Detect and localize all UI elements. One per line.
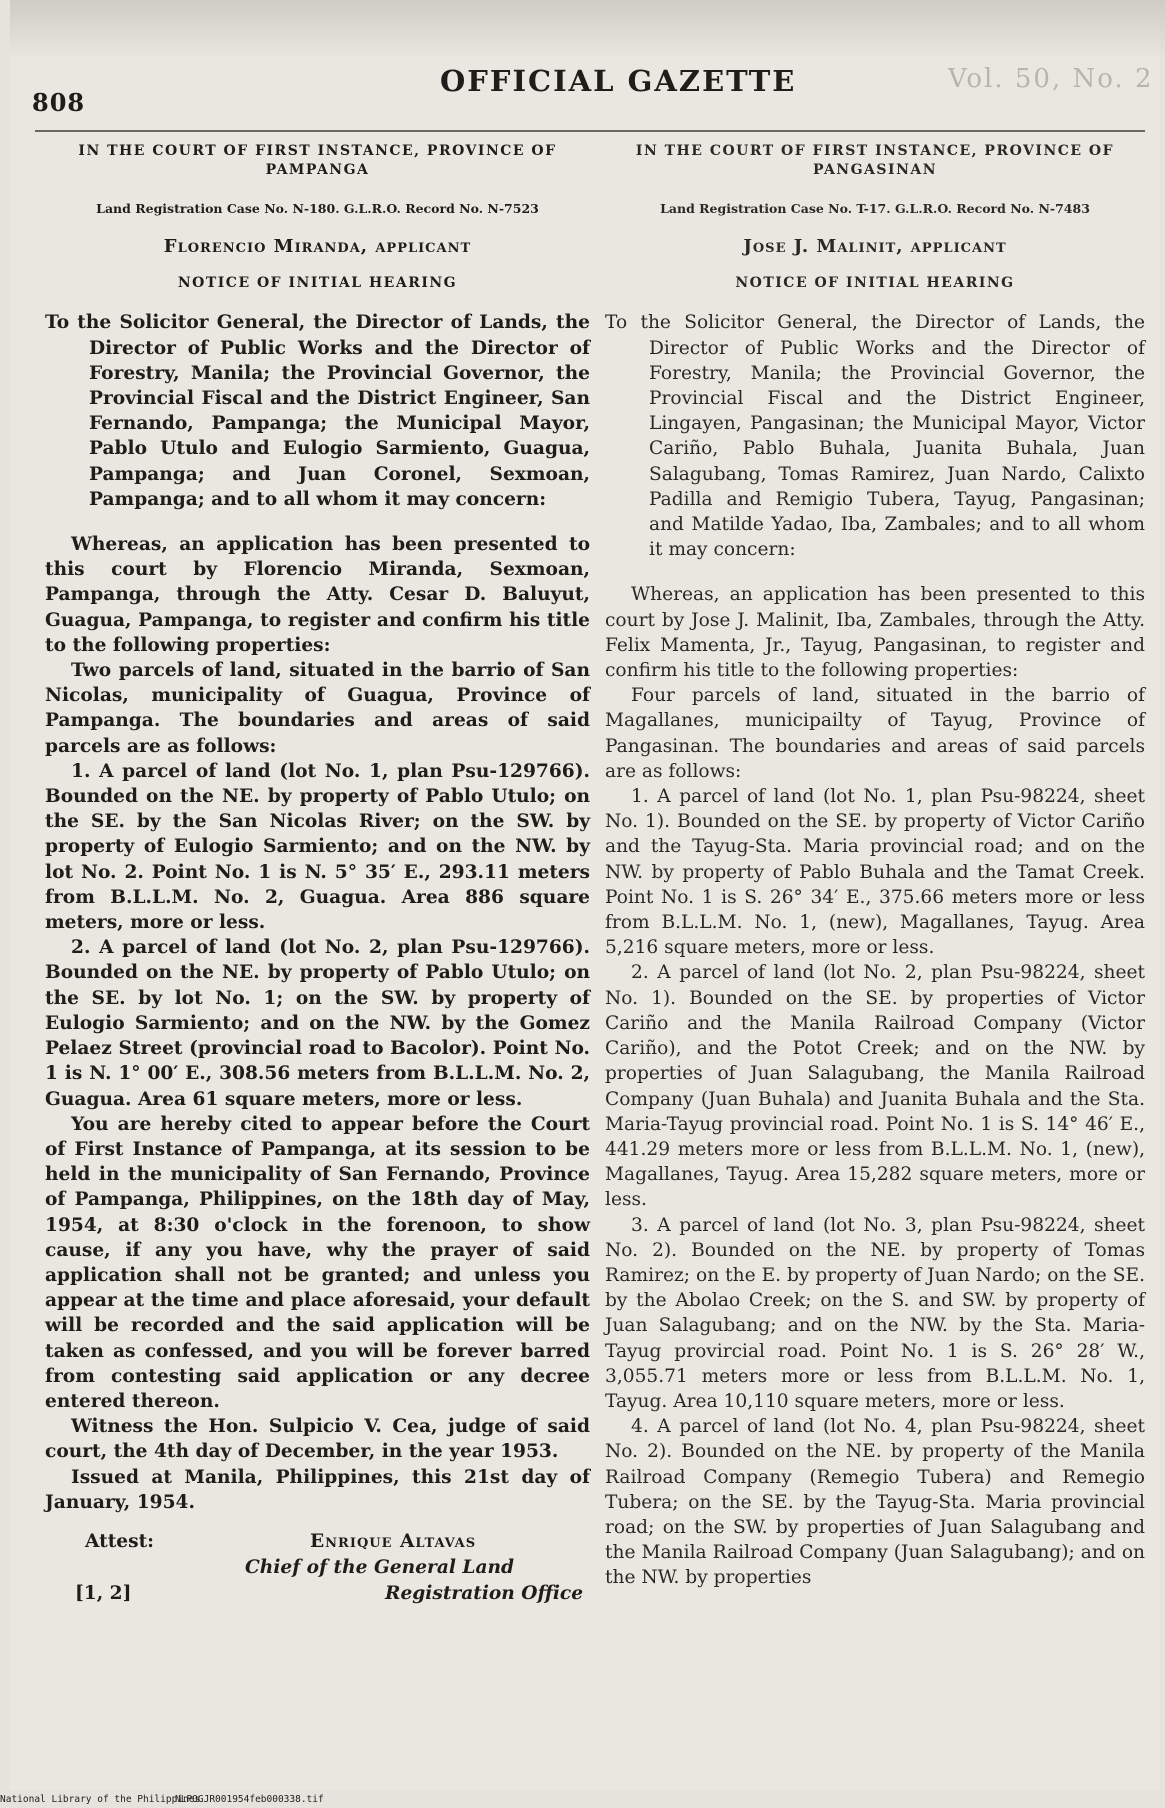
left-column (45, 138, 590, 1629)
page-header (10, 0, 1160, 130)
paragraph-summons: You are hereby cited to appear before the Court of First Instance of Pampanga, at its session to be held in the municipality of San Fernando, Province of Pampanga, Philippines, on the 18th day of May, 1954, at 8:30 o'clock in the forenoon, to show cause, if any you have, why the prayer of said application shall not be granted; and unless you appear at the time and place aforesaid, your default will be recorded and the said application will be taken as confessed, and you will be forever barred from contesting said application or any decree entered thereon. (45, 1113, 590, 1412)
court-heading: IN THE COURT OF FIRST INSTANCE, PROVINCE OF PAMPANGA (78, 143, 557, 178)
paragraph-lot-4: 4. A parcel of land (lot No. 4, plan Psu-98224, sheet No. 2). Bounded on the NE. by property of the Manila Railroad Company (Remegio Tubera) and Remegio Tubera; on the SE. by the Tayug-Sta. Maria provincial road; on the SW. by properties of Juan Salagubang and the Manila Railroad Company (Juan Salagubang); and on the NW. by properties (605, 1416, 1145, 1589)
paragraph-application: Whereas, an application has been presented to this court by Florencio Miranda, Sexmoan, Pampanga, through the Atty. Cesar D. Baluyut, Guagua, Pampanga, to register and confirm his title to the following properties: (45, 534, 590, 656)
library-credit: National Library of the Philippines (0, 1794, 201, 1805)
case-record: Land Registration Case No. N-180. G.L.R.O. Record No. N-7523 (96, 201, 539, 216)
applicant-name: Jose J. Malinit, applicant (743, 236, 1007, 257)
addressees: To the Solicitor General, the Director of Lands, the Director of Public Works and the Director of Forestry, Manila; the Provincial Governor, the Provincial Fiscal and the District Engineer, Lingayen, Pangasinan; the Municipal Mayor, Victor Cariño, Pablo Buhala, Juanita Buhala, Juan Salagubang, Tomas Ramirez, Juan Nardo, Calixto Padilla and Remigio Tubera, Tayug, Pangasinan; and Matilde Yadao, Iba, Zambales; and to all whom it may concern: (605, 312, 1145, 561)
applicant-name: Florencio Miranda, applicant (163, 236, 472, 257)
gazette-page (10, 0, 1160, 1790)
paragraph-lot-1: 1. A parcel of land (lot No. 1, plan Psu-98224, sheet No. 1). Bounded on the SE. by property of Victor Cariño and the Tayug-Sta. Maria provincial road; and on the NW. by property of Pablo Buhala and the Tamat Creek. Point No. 1 is S. 26° 34′ E., 375.66 meters more or less from B.L.L.M. No. 1, (new), Magallanes, Tayug. Area 5,216 square meters, more or less. (605, 786, 1145, 959)
attest-block (45, 1529, 590, 1629)
paragraph-issued: Issued at Manila, Philippines, this 21st day of January, 1954. (45, 1466, 590, 1513)
page-number: 808 (32, 88, 86, 117)
paragraph-parcels: Four parcels of land, situated in the barrio of Magallanes, municipailty of Tayug, Province of Pangasinan. The boundaries and areas of said parcels are as follows: (605, 685, 1145, 782)
gazette-title: OFFICIAL GAZETTE (440, 64, 797, 98)
volume-label: Vol. 50, No. 2 (948, 64, 1154, 94)
paragraph-lot-2: 2. A parcel of land (lot No. 2, plan Psu-98224, sheet No. 1). Bounded on the SE. by properties of Victor Cariño and the Manila Railroad Company (Victor Cariño), and the Potot Creek; and on the NW. by properties of Juan Salagubang, the Manila Railroad Company (Juan Buhala) and Juanita Buhala and the Sta. Maria-Tayug provincial road. Point No. 1 is S. 14° 46′ E., 441.29 meters more or less from B.L.L.M. No. 1, (new), Magallanes, Tayug. Area 15,282 square meters, more or less. (605, 962, 1145, 1211)
addressees: To the Solicitor General, the Director of Lands, the Director of Public Works and the Director of Forestry, Manila; the Provincial Governor, the Provincial Fiscal and the District Engineer, San Fernando, Pampanga; the Municipal Mayor, Pablo Utulo and Eulogio Sarmiento, Guagua, Pampanga; and Juan Coronel, Sexmoan, Pampanga; and to all whom it may concern: (45, 312, 590, 510)
case-record: Land Registration Case No. T-17. G.L.R.O. Record No. N-7483 (660, 201, 1090, 216)
paragraph-parcels: Two parcels of land, situated in the barrio of San Nicolas, municipality of Guagua, Province of Pampanga. The boundaries and areas of said parcels are as follows: (45, 660, 590, 757)
attest-label: Attest: (85, 1530, 155, 1552)
notice-heading: NOTICE OF INITIAL HEARING (177, 275, 458, 292)
paragraph-lot-3: 3. A parcel of land (lot No. 3, plan Psu-98224, sheet No. 2). Bounded on the NE. by property of Tomas Ramirez; on the E. by property of Juan Nardo; on the SE. by the Abolao Creek; on the S. and SW. by property of Juan Salagubang; and on the NW. by the Sta. Maria-Tayug provircial road. Point No. 1 is S. 26° 28′ W., 3,055.71 meters more or less from B.L.L.M. No. 1, Tayug. Area 10,110 square meters, more or less. (605, 1214, 1145, 1412)
right-column (605, 138, 1145, 1591)
notice-heading: NOTICE OF INITIAL HEARING (735, 275, 1015, 292)
attest-title: Chief of the General Land (245, 1556, 515, 1578)
header-rule (35, 130, 1145, 132)
issue-reference: [1, 2] (75, 1582, 132, 1604)
paragraph-witness: Witness the Hon. Sulpicio V. Cea, judge of said court, the 4th day of December, in the year 1953. (45, 1416, 590, 1463)
paragraph-application: Whereas, an application has been presented to this court by Jose J. Malinit, Iba, Zambales, through the Atty. Felix Mamenta, Jr., Tayug, Pangasinan, to register and confirm his title to the following properties: (605, 584, 1145, 682)
paragraph-lot-2: 2. A parcel of land (lot No. 2, plan Psu-129766). Bounded on the NE. by property of Pablo Utulo; on the SE. by lot No. 1; on the SW. by property of Eulogio Sarmiento; and on the NW. by the Gomez Pelaez Street (provincial road to Bacolor). Point No. 1 is N. 1° 00′ E., 308.56 meters from B.L.L.M. No. 2, Guagua. Area 61 square meters, more or less. (45, 937, 590, 1110)
attest-name: Enrique Altavas (310, 1530, 477, 1552)
court-heading: IN THE COURT OF FIRST INSTANCE, PROVINCE OF PANGASINAN (635, 143, 1115, 178)
attest-office: Registration Office (385, 1582, 584, 1604)
paragraph-lot-1: 1. A parcel of land (lot No. 1, plan Psu-129766). Bounded on the NE. by property of Pablo Utulo; on the SE. by the San Nicolas River; on the SW. by property of Eulogio Sarmiento; and on the NW. by lot No. 2. Point No. 1 is N. 5° 35′ E., 293.11 meters from B.L.L.M. No. 2, Guagua. Area 886 square meters, more or less. (45, 760, 590, 934)
file-name: NLPOGJR001954feb000338.tif (175, 1794, 324, 1805)
